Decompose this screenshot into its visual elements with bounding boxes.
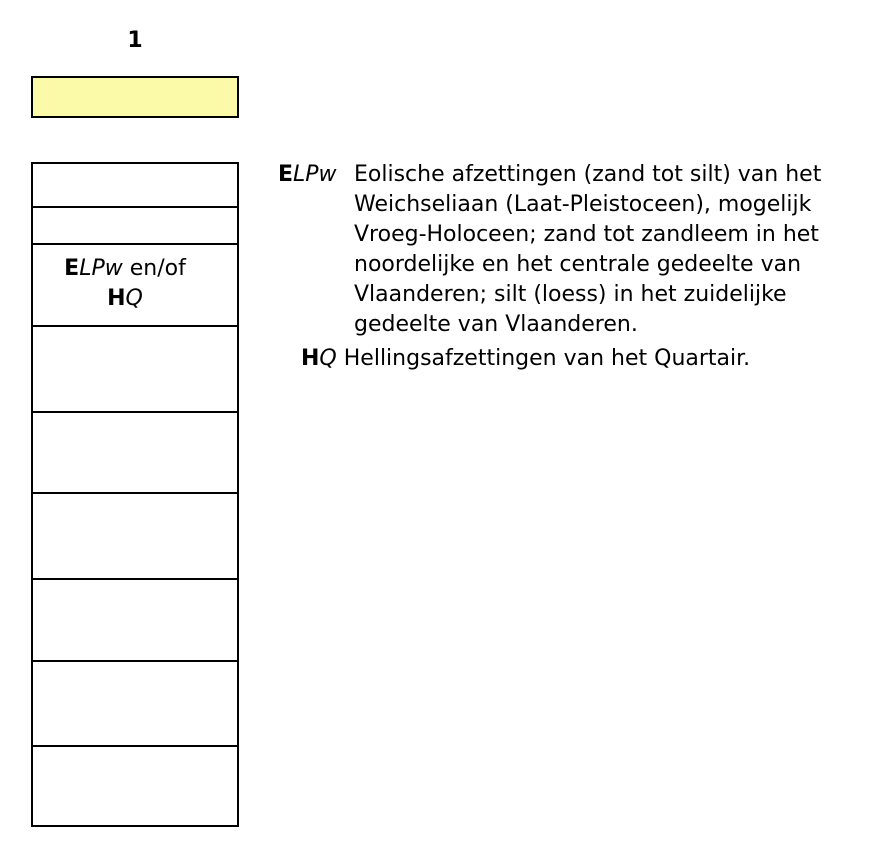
layer-label	[33, 254, 237, 314]
layer-label-line2	[33, 284, 237, 314]
color-swatch	[31, 76, 239, 118]
layer-divider	[33, 660, 237, 662]
layer-divider	[33, 411, 237, 413]
layer-divider	[33, 206, 237, 208]
layer-divider	[33, 492, 237, 494]
legend-description: Hellingsafzettingen van het Quartair.	[343, 346, 751, 371]
code-italic: Q	[125, 286, 143, 311]
connector-text: en/of	[122, 256, 186, 281]
layer-divider	[33, 243, 237, 245]
code-bold: H	[107, 286, 126, 311]
code-italic: LPw	[293, 162, 337, 187]
layer-label-line1	[33, 254, 237, 284]
layer-divider	[33, 745, 237, 747]
legend-entry	[278, 160, 878, 340]
code-bold: H	[301, 346, 320, 371]
layer-divider	[33, 578, 237, 580]
code-bold: E	[278, 162, 294, 187]
layer-divider	[33, 325, 237, 327]
code-bold: E	[64, 256, 80, 281]
legend-description: Eolische afzettingen (zand tot silt) van het Weichseliaan (Laat-Pleistoceen), mogelijk Vroeg-Holoceen; zand tot zandleem in het noordelijke en het centrale gedeelte van Vlaanderen; silt (loess) in het zuidelijke gedeelte van Vlaanderen.	[354, 162, 822, 337]
legend-entry	[278, 344, 878, 374]
column-number: 1	[127, 28, 143, 53]
legend	[278, 160, 878, 374]
code-italic: LPw	[79, 256, 123, 281]
legend-code	[301, 346, 337, 371]
stratigraphic-column	[31, 162, 239, 827]
code-italic: Q	[319, 346, 337, 371]
legend-code	[278, 160, 337, 190]
